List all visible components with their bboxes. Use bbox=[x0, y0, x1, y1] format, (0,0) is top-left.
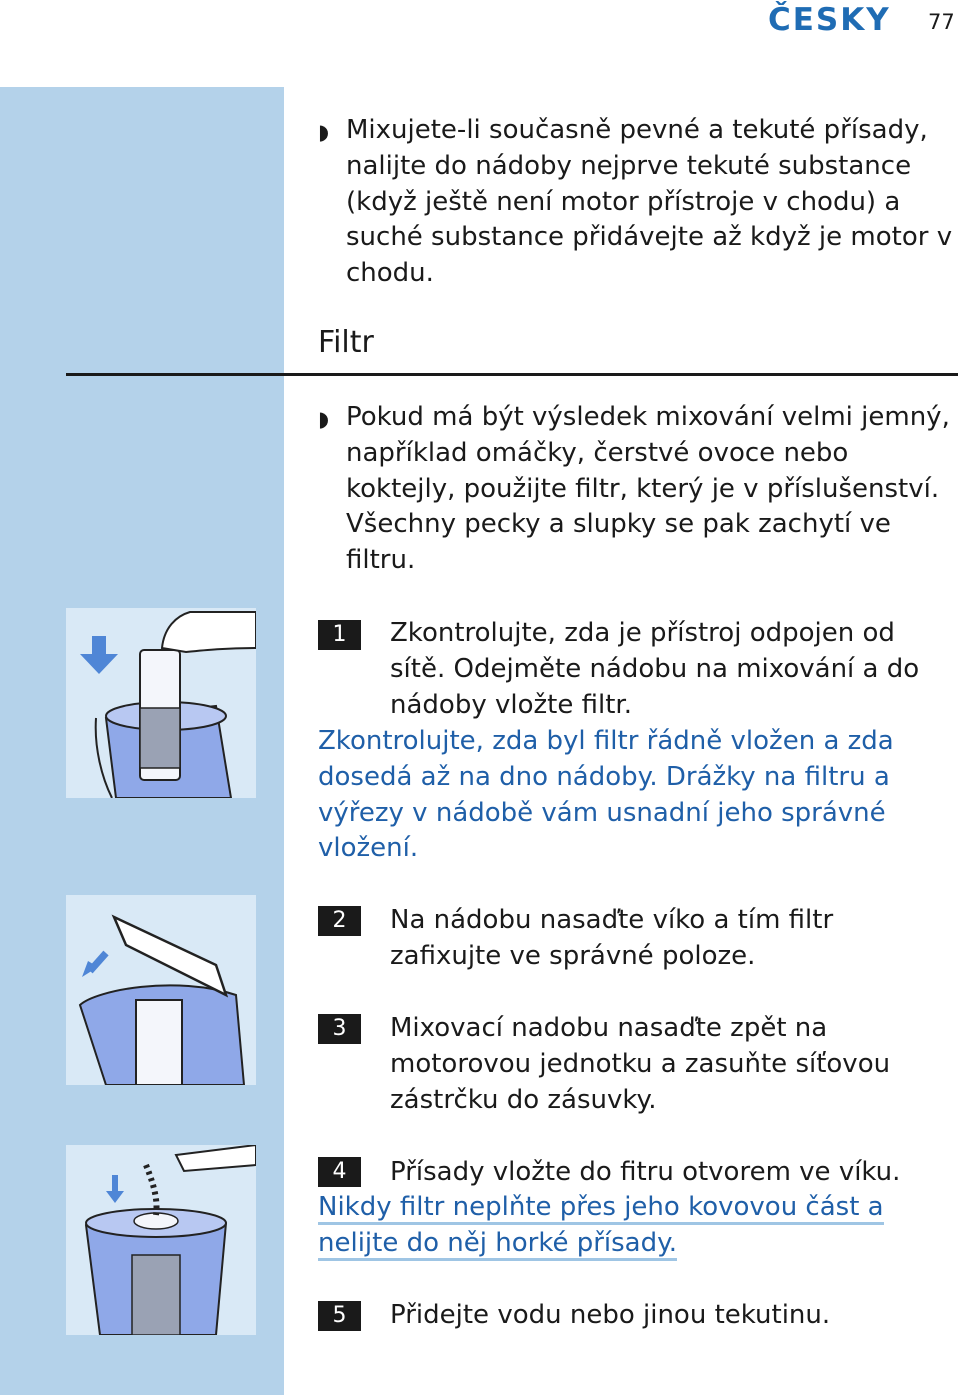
step-text: Mixovací nadobu nasaďte zpět na motorovou jednotku a zasuňte síťovou zástrčku do zásuvky. bbox=[390, 1013, 891, 1115]
intro-bullet-text: Mixujete-li současně pevné a tekuté přísady, nalijte do nádoby nejprve tekuté substance (když ještě není motor přístroje v chodu) a suché substance přidávejte až když je motor v chodu. bbox=[346, 115, 953, 289]
step-number: 1 bbox=[318, 620, 361, 650]
step-note: Zkontrolujte, zda byl filtr řádně vložen a zda dosedá až na dno nádoby. Drážky na filtru a výřezy v nádobě vám usnadní jeho správné vložení. bbox=[318, 726, 894, 864]
step-note bbox=[318, 1190, 960, 1262]
step-number: 2 bbox=[318, 906, 361, 936]
step-text: Zkontrolujte, zda je přístroj odpojen od sítě. Odejměte nádobu na mixování a do nádoby vložte filtr. bbox=[390, 618, 920, 720]
figure-attach-lid bbox=[66, 895, 256, 1085]
bullet-triangle-icon: ◗ bbox=[318, 407, 330, 431]
figure-add-ingredients bbox=[66, 1145, 256, 1335]
page-number: 77 bbox=[928, 10, 955, 34]
warning-note: Nikdy filtr neplňte přes jeho kovovou část a nelijte do něj horké přísady. bbox=[318, 1192, 884, 1261]
section-title: Filtr bbox=[318, 325, 374, 360]
bullet-triangle-icon: ◗ bbox=[318, 120, 330, 144]
step-text: Na nádobu nasaďte víko a tím filtr zafixujte ve správné poloze. bbox=[390, 905, 834, 971]
section-rule bbox=[66, 373, 958, 376]
step-text: Přidejte vodu nebo jinou tekutinu. bbox=[390, 1300, 831, 1330]
step-text: Přísady vložte do fitru otvorem ve víku. bbox=[390, 1157, 901, 1187]
section-bullet-text: Pokud má být výsledek mixování velmi jemný, například omáčky, čerstvé ovoce nebo koktejly, použijte filtr, který je v příslušenství. Všechny pecky a slupky se pak zachytí ve filtru. bbox=[346, 402, 950, 576]
step-number: 4 bbox=[318, 1157, 361, 1187]
step-number: 3 bbox=[318, 1014, 361, 1044]
language-label: ČESKY bbox=[768, 2, 891, 38]
figure-insert-filter bbox=[66, 608, 256, 798]
down-arrow-icon bbox=[112, 1175, 118, 1193]
step-number: 5 bbox=[318, 1301, 361, 1331]
